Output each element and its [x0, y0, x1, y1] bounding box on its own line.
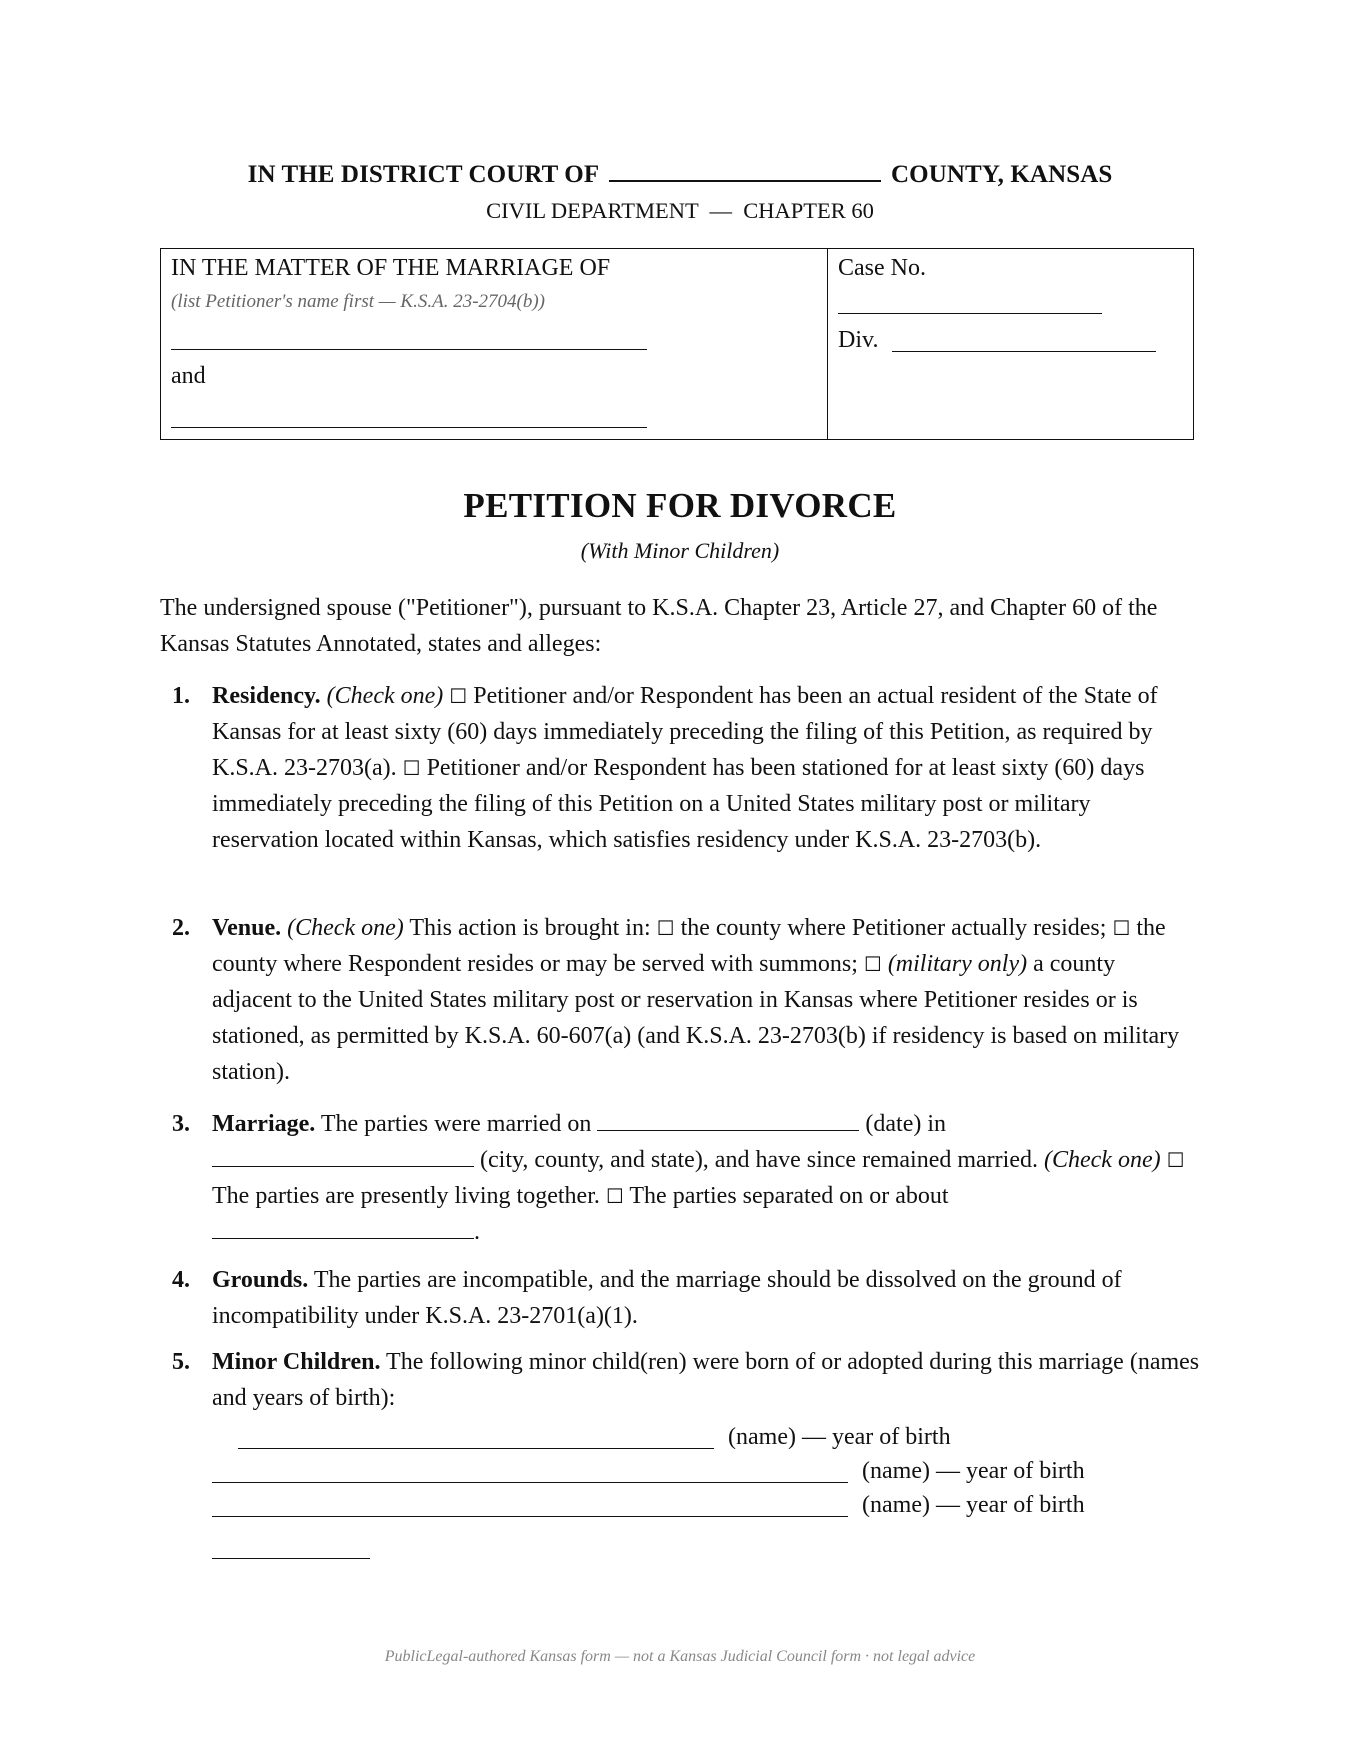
intro-paragraph: The undersigned spouse ("Petitioner"), pursuant to K.S.A. Chapter 23, Article 27, and Chapter 60 of the Kansas Statutes Annotated, states and alleges: — [160, 595, 1158, 657]
checkbox-icon[interactable]: ☐ — [863, 952, 882, 976]
paragraph-heading: Minor Children. — [212, 1349, 381, 1375]
military-only-note: (military only) — [887, 951, 1028, 977]
county-blank[interactable] — [609, 158, 881, 182]
venue-option-3: a county adjacent to the United States military post or reservation in Kansas where Petitioner resides or is stationed, as permitted by K.S.A. 60-607(a) (and K.S.A. 23-2703(b) if residency is based on military station). — [212, 951, 1180, 1085]
paragraph-body — [212, 910, 1200, 1090]
marriage-date-blank[interactable] — [597, 1110, 859, 1131]
checkbox-icon[interactable]: ☐ — [605, 1184, 624, 1208]
check-instruction: (Check one) — [326, 683, 444, 709]
caption-parties — [161, 249, 828, 439]
checkbox-icon[interactable]: ☐ — [1112, 916, 1131, 940]
checkbox-icon[interactable]: ☐ — [656, 916, 675, 940]
paragraph-number: 2. — [172, 915, 190, 941]
paragraph-number: 3. — [172, 1111, 190, 1137]
paragraph-body — [212, 1344, 1200, 1416]
marriage-lead: The parties were married on — [320, 1111, 592, 1137]
minor-children-text: The following minor child(ren) were born of or adopted during this marriage (names and years of birth): — [212, 1349, 1200, 1411]
grounds-text: The parties are incompatible, and the marriage should be dissolved on the ground of incompatibility under K.S.A. 23-2701(a)(1). — [212, 1267, 1122, 1329]
marriage-place-label: (city, county, and state), and have since remained married. — [480, 1147, 1038, 1173]
document-subtitle: (With Minor Children) — [580, 538, 780, 563]
venue-option-2: the county where Respondent resides or may be served with summons; — [212, 915, 1166, 977]
paragraph-body — [212, 678, 1200, 858]
caption-note: (list Petitioner's name first — K.S.A. 23-2704(b)) — [171, 291, 546, 312]
paragraph-heading: Residency. — [212, 683, 321, 709]
respondent-name-line[interactable] — [171, 427, 647, 428]
caption-case-info — [828, 249, 1193, 439]
paragraph-body — [212, 1262, 1200, 1334]
matter-label: IN THE MATTER OF THE MARRIAGE OF — [171, 255, 611, 281]
court-heading — [0, 158, 1360, 189]
child-row-label-2: (name) — year of birth — [862, 1458, 1085, 1484]
paragraph-number: 5. — [172, 1349, 190, 1375]
child-name-line-3[interactable] — [212, 1516, 848, 1517]
paragraph-number: 4. — [172, 1267, 190, 1293]
marriage-place-blank[interactable] — [212, 1146, 474, 1167]
court-suffix: COUNTY, KANSAS — [891, 161, 1113, 188]
child-birth-year-line[interactable] — [212, 1558, 370, 1559]
paragraph-heading: Grounds. — [212, 1267, 309, 1293]
case-no-line[interactable] — [838, 313, 1102, 314]
check-instruction: (Check one) — [1044, 1147, 1161, 1173]
residency-option-1: Petitioner and/or Respondent has been an actual resident of the State of Kansas for at least sixty (60) days immediately preceding the filing of this Petition, as required by K.S.A. 23-2703(a). — [212, 683, 1158, 781]
check-instruction: (Check one) — [287, 915, 404, 941]
residency-option-2: Petitioner and/or Respondent has been stationed for at least sixty (60) days immediately preceding the filing of this Petition on a United States military post or military reservation located within Kansas, which satisfies residency under K.S.A. 23-2703(b). — [212, 755, 1145, 853]
checkbox-icon[interactable]: ☐ — [1166, 1148, 1185, 1172]
separation-date-blank[interactable] — [212, 1218, 474, 1239]
civil-department: CIVIL DEPARTMENT — CHAPTER 60 — [486, 198, 874, 223]
document-title: PETITION FOR DIVORCE — [463, 486, 897, 525]
and-label: and — [171, 363, 206, 389]
marriage-date-label: (date) in — [865, 1111, 947, 1137]
case-caption-box — [160, 248, 1194, 440]
child-row-label-1: (name) — year of birth — [728, 1424, 951, 1450]
child-name-line-1[interactable] — [238, 1448, 714, 1449]
child-row-label-3: (name) — year of birth — [862, 1492, 1085, 1518]
petitioner-name-line[interactable] — [171, 349, 647, 350]
paragraph-body — [212, 1106, 1200, 1250]
footer-disclaimer: PublicLegal-authored Kansas form — not a Kansas Judicial Council form · not legal advice — [384, 1648, 976, 1665]
child-name-line-2[interactable] — [212, 1482, 848, 1483]
venue-lead: This action is brought in: — [409, 915, 651, 941]
marriage-option-1: The parties are presently living together. — [212, 1183, 600, 1209]
court-prefix: IN THE DISTRICT COURT OF — [247, 161, 599, 188]
paragraph-number: 1. — [172, 683, 190, 709]
marriage-option-2: The parties separated on or about — [629, 1183, 949, 1209]
div-label: Div. — [838, 327, 879, 353]
case-no-label: Case No. — [838, 255, 926, 281]
checkbox-icon[interactable]: ☐ — [449, 684, 468, 708]
venue-option-1: the county where Petitioner actually resides; — [680, 915, 1107, 941]
paragraph-heading: Marriage. — [212, 1111, 316, 1137]
div-line[interactable] — [892, 351, 1156, 352]
marriage-end: . — [474, 1219, 480, 1245]
paragraph-heading: Venue. — [212, 915, 282, 941]
checkbox-icon[interactable]: ☐ — [402, 756, 421, 780]
